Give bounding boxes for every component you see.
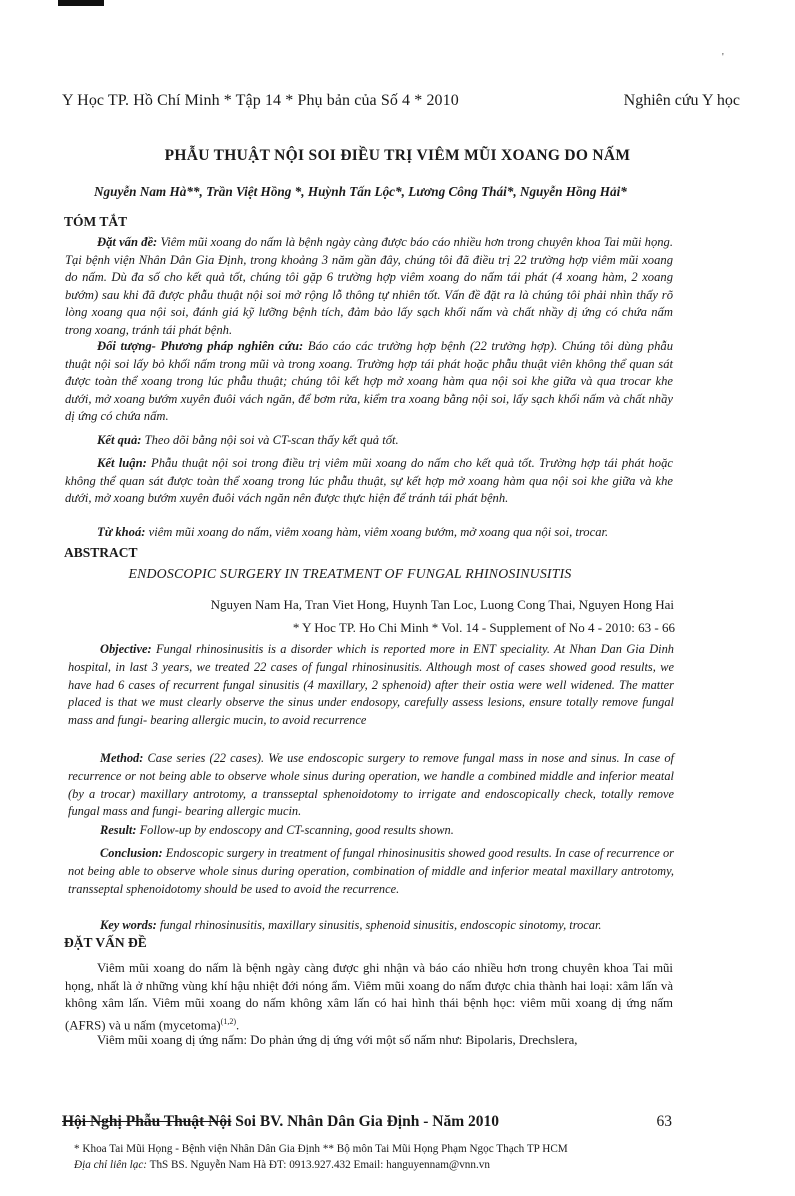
abstract-keywords-body [68, 917, 674, 935]
summary-heading: TÓM TẮT [64, 214, 128, 229]
summary-results [65, 432, 673, 450]
summary-keywords [65, 524, 673, 542]
intro-paragraph-2 [65, 1032, 673, 1050]
conference-name-struck: Hội Nghị Phẫu Thuật Nội [62, 1113, 232, 1130]
abstract-result-text: Follow-up by endoscopy and CT-scanning, good results shown. [136, 823, 454, 837]
abstract-objective-text: Fungal rhinosinusitis is a disorder which is reported more in ENT speciality. At Nhan Dan Gia Dinh hospital, in last 3 years, we treated 22 cases of fungal rhinosinusitis. Although most of cases showed good results, we have had 6 cases of recurrent fungal sinusitis (4 maxillary, 2 sphenoid) after their ostia were well widened. The matter placed is that we must clearly observe the sinus under endosopy, carefully assess lesions, ensure totally remove fungal mass and fungi- bearing allergic mucin, to avoid recurrence [68, 642, 674, 728]
abstract-heading: ABSTRACT [64, 545, 138, 560]
abstract-conclusion-body [68, 845, 674, 898]
intro-heading: ĐẶT VẤN ĐỀ [64, 935, 147, 950]
section-label: Nghiên cứu Y học [623, 92, 740, 109]
summary-results-text: Theo dõi bằng nội soi và CT-scan thấy kết quả tốt. [141, 433, 399, 447]
abstract-method-label: Method: [100, 751, 144, 765]
abstract-keywords-text: fungal rhinosinusitis, maxillary sinusitis, sphenoid sinusitis, endoscopic sinotomy, trocar. [156, 918, 602, 932]
contact-footnote [74, 1158, 490, 1172]
author-list: Nguyễn Nam Hà**, Trần Việt Hồng *, Huỳnh Tấn Lộc*, Lương Công Thái*, Nguyễn Hồng Hải* [94, 184, 627, 199]
summary-results-body [65, 432, 673, 450]
intro-paragraph-1-body: Viêm mũi xoang do nấm là bệnh ngày càng được ghi nhận và báo cáo nhiều hơn trong chuyên khoa Tai mũi họng, nhất là ở những vùng khí hậu nhiệt đới nóng ẩm. Viêm mũi xoang do nấm được chia thành hai loại: xâm lấn và không xâm lấn. Viêm mũi xoang do nấm không xâm lấn có hai hình thái bệnh học: viêm mũi xoang dị ứng nấm (AFRS) và u nấm (mycetoma)$^{(1,2)}$. [65, 961, 673, 1032]
stray-mark: ' [722, 52, 724, 63]
abstract-keywords [68, 917, 674, 935]
page-footer [62, 1113, 672, 1135]
intro-reference: (1,2) [220, 1016, 236, 1026]
abstract-objective-label: Objective: [100, 642, 152, 656]
conference-name [62, 1113, 499, 1131]
summary-methods [65, 338, 673, 426]
summary-conclusion-body [65, 455, 673, 508]
abstract-authors: Nguyen Nam Ha, Tran Viet Hong, Huynh Tan Loc, Luong Cong Thai, Nguyen Hong Hai [210, 597, 674, 612]
intro-paragraph-1-text: Viêm mũi xoang do nấm là bệnh ngày càng được ghi nhận và báo cáo nhiều hơn trong chuyên khoa Tai mũi họng, nhất là ở những vùng khí hậu nhiệt đới nóng ẩm. Viêm mũi xoang do nấm được chia thành hai loại: xâm lấn và không xâm lấn. Viêm mũi xoang do nấm không xâm lấn có hai hình thái bệnh học: viêm mũi xoang dị ứng nấm (AFRS) và u nấm (mycetoma) [65, 961, 673, 1032]
scan-edge-mark [58, 0, 104, 6]
summary-conclusion-label: Kết luận: [97, 456, 147, 470]
intro-paragraph-1 [65, 960, 673, 1034]
page-number: 63 [656, 1113, 672, 1130]
summary-keywords-text: viêm mũi xoang do nấm, viêm xoang hàm, viêm xoang bướm, mở xoang qua nội soi, trocar. [145, 525, 609, 539]
summary-background-body [65, 234, 673, 340]
summary-conclusion [65, 455, 673, 508]
abstract-result [68, 822, 674, 840]
abstract-conclusion [68, 845, 674, 898]
summary-background-label: Đặt vấn đề: [97, 235, 158, 249]
summary-results-label: Kết quả: [97, 433, 142, 447]
abstract-method [68, 750, 674, 821]
abstract-result-label: Result: [100, 823, 137, 837]
abstract-method-body [68, 750, 674, 821]
summary-keywords-label: Từ khoá: [97, 525, 146, 539]
running-header [62, 92, 740, 112]
contact-text: ThS BS. Nguyễn Nam Hà ĐT: 0913.927.432 Email: hanguyennam@vnn.vn [147, 1159, 490, 1171]
summary-methods-body [65, 338, 673, 426]
summary-background-text: Viêm mũi xoang do nấm là bệnh ngày càng được báo cáo nhiều hơn trong chuyên khoa Tai mũi họng. Tại bệnh viện Nhân Dân Gia Định, trong khoảng 3 năm gần đây, chúng tôi đã điều trị 22 trường hợp viêm mũi xoang do nấm. Dù đa số cho kết quả tốt, chúng tôi gặp 6 trường hợp viêm xoang do nấm tái phát (4 xoang hàm, 2 xoang bướm) sau khi đã được phẫu thuật nội soi mở rộng lỗ thông tự nhiên tốt. Vấn đề đặt ra là chúng tôi phải nhìn thấy rõ lòng xoang qua nội soi, đánh giá kỹ lưỡng bệnh tích, đảm bảo lấy sạch khối nấm và chất nhầy dị ứng có chứa nấm trong xoang, tránh tái phát bệnh. [65, 235, 673, 337]
summary-methods-label: Đối tượng- Phương pháp nghiên cứu: [97, 339, 304, 353]
abstract-conclusion-label: Conclusion: [100, 846, 163, 860]
summary-methods-text: Báo cáo các trường hợp bệnh (22 trường hợp). Chúng tôi dùng phẫu thuật nội soi lấy bỏ khối nấm trong mũi và trong xoang. Trường hợp tái phát hoặc phẫu thuật viên không thể quan sát được toàn thể xoang trong lúc phẫu thuật; chúng tôi kết hợp mở xoang hàm qua nội soi khe giữa và qua trocar khe dưới, mở xoang bướm xuyên đuôi vách ngăn, để bơm rửa, kiểm tra xoang bằng nội soi, lấy sạch khối nấm và chất nhầy dị ứng có chứa nấm. [65, 339, 673, 424]
abstract-citation: * Y Hoc TP. Ho Chi Minh * Vol. 14 - Supplement of No 4 - 2010: 63 - 66 [292, 620, 675, 635]
summary-background [65, 234, 673, 340]
intro-paragraph-2-text: Viêm mũi xoang dị ứng nấm: Do phản ứng dị ứng với một số nấm như: Bipolaris, Drechslera, [97, 1033, 578, 1047]
abstract-objective-body [68, 641, 674, 730]
abstract-title: ENDOSCOPIC SURGERY IN TREATMENT OF FUNGAL RHINOSINUSITIS [128, 566, 572, 581]
abstract-method-text: Case series (22 cases). We use endoscopic surgery to remove fungal mass in nose and sinus. In case of recurrence or not being able to observe whole sinus during operation, we handle a combined middle and inferior meatal (by a trocar) maxillary antrotomy, a transseptal sphenoidotomy to irrigate and endoscopically check, totally remove fungal mass and fungi- bearing allergic mucin. [68, 751, 674, 819]
conference-name-rest: Soi BV. Nhân Dân Gia Định - Năm 2010 [231, 1113, 499, 1130]
article-title: PHẪU THUẬT NỘI SOI ĐIỀU TRỊ VIÊM MŨI XOANG DO NẤM [164, 147, 631, 164]
contact-label: Địa chỉ liên lạc: [74, 1159, 148, 1171]
summary-keywords-body [65, 524, 673, 542]
journal-citation: Y Học TP. Hồ Chí Minh * Tập 14 * Phụ bản của Số 4 * 2010 [62, 92, 459, 109]
abstract-conclusion-text: Endoscopic surgery in treatment of fungal rhinosinusitis showed good results. In case of recurrence or not being able to observe whole sinus during operation, combination of middle and inferior meatal maxillary antrotomy, transseptal sphenoidotomy should be used to avoid the recurrence. [68, 846, 674, 896]
affiliation-footnote: * Khoa Tai Mũi Họng - Bệnh viện Nhân Dân Gia Định ** Bộ môn Tai Mũi Họng Phạm Ngọc Thạch TP HCM [74, 1143, 568, 1155]
summary-conclusion-text: Phẫu thuật nội soi trong điều trị viêm mũi xoang do nấm cho kết quả tốt. Trường hợp tái phát hoặc không thể quan sát được toàn thể xoang trong lúc phẫu thuật, sự kết hợp mở xoang hàm qua nội soi khe giữa và khe dưới, mở xoang bướm xuyên đuôi vách ngăn nên được thực hiện để tránh tái phát bệnh. [65, 456, 673, 506]
abstract-result-body [68, 822, 674, 840]
abstract-keywords-label: Key words: [100, 918, 157, 932]
abstract-objective [68, 641, 674, 730]
